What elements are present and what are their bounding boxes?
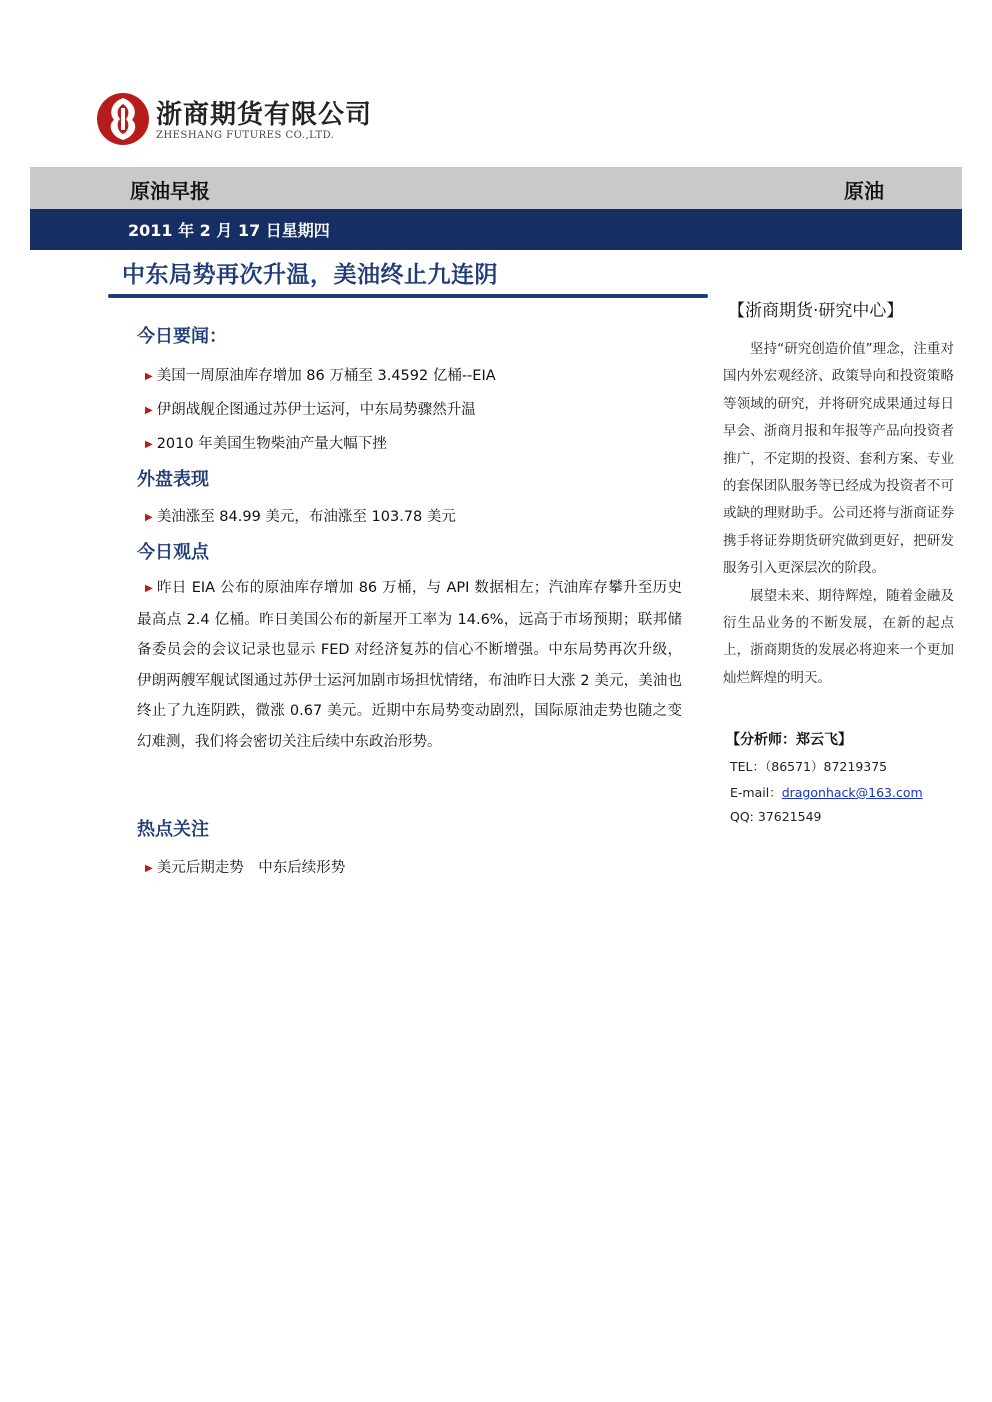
- commodity-label: 原油: [844, 179, 884, 203]
- report-header-band: [30, 167, 962, 209]
- list-item: ▶ 美油涨至 84.99 美元，布油涨至 103.78 美元: [145, 509, 456, 525]
- section-title-market: 外盘表现: [137, 469, 209, 490]
- sidebar-paragraph: 坚持“研究创造价值”理念，注重对国内外宏观经济、政策导向和投资策略等领域的研究，并将研究成果通过每日早会、浙商月报和年报等产品向投资者推广，不定期的投资、套利方案、专业的套保团队服务等已经成为投资者不可或缺的理财助手。公司还将与浙商证券携手将证券期货研究做到更好，把研发服务引入更深层次的阶段。: [723, 341, 954, 577]
- bullet-arrow-icon: ▶: [145, 405, 153, 416]
- company-name-en: ZHESHANG FUTURES CO.,LTD.: [156, 130, 335, 141]
- headline: 中东局势再次升温，美油终止九连阴: [122, 262, 498, 288]
- company-logo: [96, 90, 396, 150]
- email-link[interactable]: dragonhack@163.com: [781, 785, 923, 800]
- bullet-arrow-icon: ▶: [145, 863, 153, 874]
- sidebar-title: 【浙商期货·研究中心】: [728, 301, 904, 321]
- bullet-arrow-icon: ▶: [145, 512, 153, 523]
- list-item: ▶ 2010 年美国生物柴油产量大幅下挫: [145, 436, 387, 452]
- list-item: ▶ 伊朗战舰企图通过苏伊士运河，中东局势骤然升温: [145, 402, 476, 418]
- list-item: ▶ 美元后期走势 中东后续形势: [145, 860, 346, 876]
- sidebar-intro: [723, 336, 954, 692]
- headline-underline: [108, 294, 708, 298]
- bullet-arrow-icon: ▶: [145, 583, 153, 594]
- section-title-news: 今日要闻：: [137, 326, 227, 347]
- section-title-focus: 热点关注: [137, 819, 209, 840]
- report-date: 2011 年 2 月 17 日星期四: [128, 221, 330, 240]
- date-band: [30, 209, 962, 250]
- contact-tel: TEL：（86571）87219375: [730, 759, 888, 774]
- company-name-cn: 浙商期货有限公司: [156, 100, 373, 130]
- analyst-name: 【分析师：郑云飞】: [726, 732, 852, 748]
- view-paragraph: ▶ 昨日 EIA 公布的原油库存增加 86 万桶，与 API 数据相左；汽油库存攀升至历史最高点 2.4 亿桶。昨日美国公布的新屋开工率为 14.6%，远高于市场预期；联邦储备委员会的会议记录也显示 FED 对经济复苏的信心不断增强。中东局势再次升级，伊朗两艘军舰试图通过苏伊士运河加剧市场担忧情绪，布油昨日大涨 2 美元，美油也终止了九连阴跌，微涨 0.67 美元。近期中东局势变动剧烈，国际原油走势也随之变幻难测，我们将会密切关注后续中东政治形势。: [137, 573, 682, 757]
- contact-qq: QQ: 37621549: [730, 809, 822, 824]
- bullet-arrow-icon: ▶: [145, 439, 153, 450]
- report-type: 原油早报: [130, 179, 210, 203]
- company-logo-icon: [96, 92, 150, 146]
- section-title-view: 今日观点: [137, 542, 209, 563]
- bullet-arrow-icon: ▶: [145, 371, 153, 382]
- contact-email: E-mail：dragonhack@163.com: [730, 785, 923, 800]
- list-item: ▶ 美国一周原油库存增加 86 万桶至 3.4592 亿桶--EIA: [145, 368, 496, 384]
- sidebar-paragraph: 展望未来、期待辉煌，随着金融及衍生品业务的不断发展，在新的起点上，浙商期货的发展必将迎来一个更加灿烂辉煌的明天。: [723, 587, 954, 686]
